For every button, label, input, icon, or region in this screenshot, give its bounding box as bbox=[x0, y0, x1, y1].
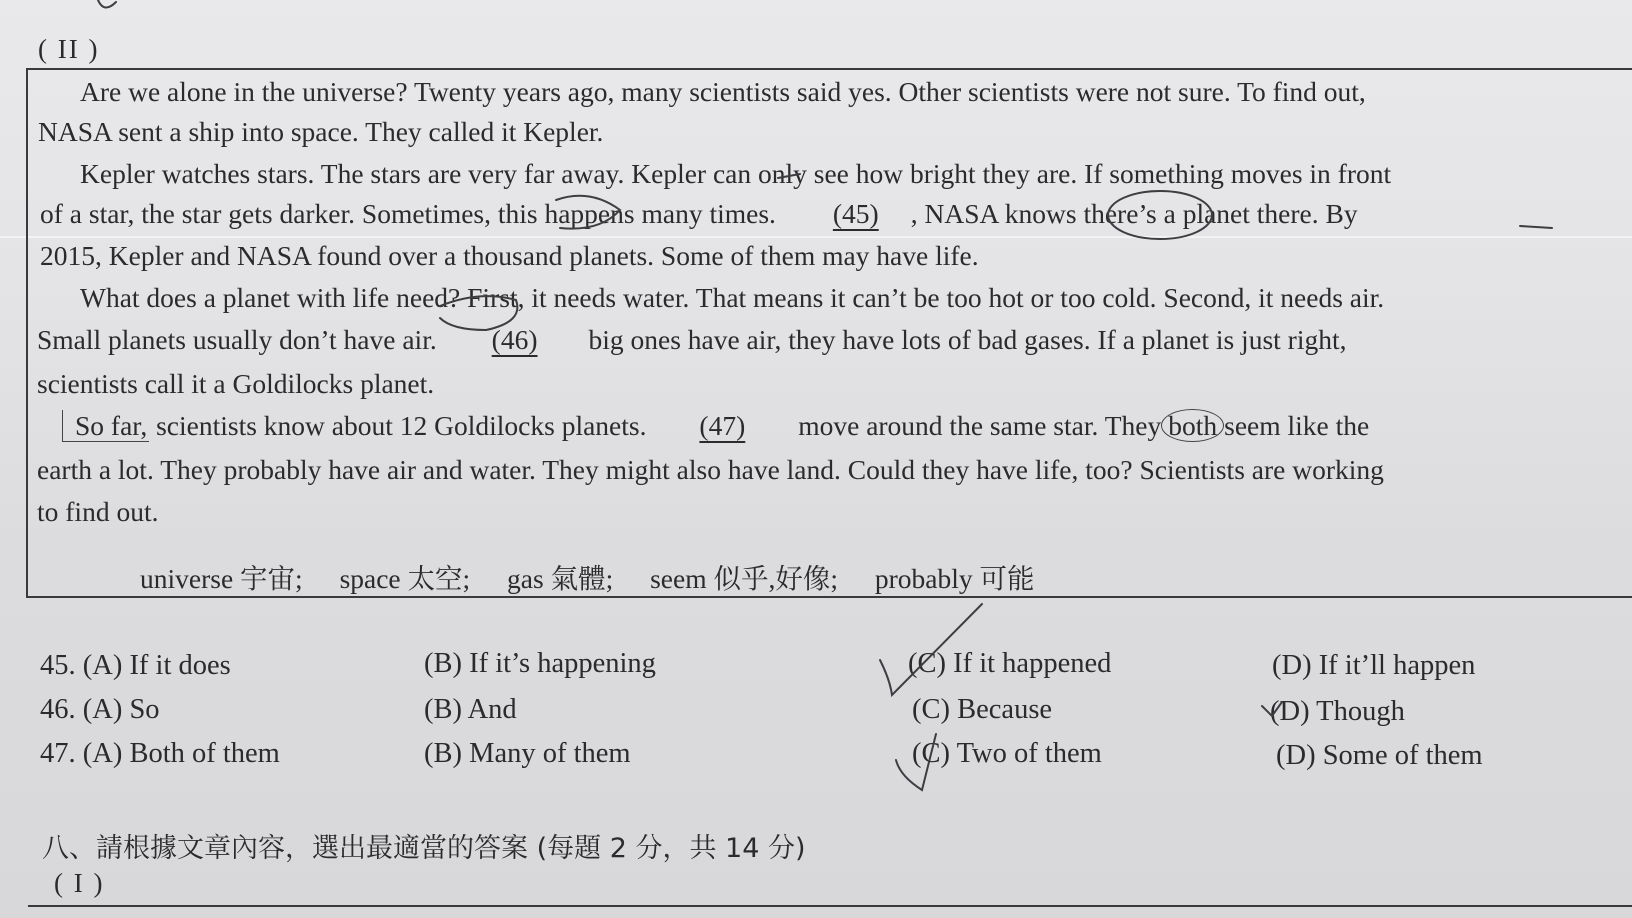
passage-line-5: 2015, Kepler and NASA found over a thousand planets. Some of them may have life. bbox=[40, 240, 979, 271]
blank-46: (46) bbox=[491, 324, 538, 355]
option-a[interactable]: (A) If it does bbox=[82, 650, 231, 681]
both-circled: both bbox=[1161, 409, 1224, 442]
question-number: 46. bbox=[40, 694, 76, 725]
blank-45: (45) bbox=[832, 198, 879, 229]
part-8-heading: 八、請根據文章內容，選出最適當的答案 (每題 2 分，共 14 分) bbox=[42, 833, 806, 864]
passage-line-10: earth a lot. They probably have air and water. They might also have land. Could they have life, too? Scientists are working bbox=[37, 454, 1384, 485]
subsection-label: ( I ) bbox=[54, 868, 105, 898]
question-number: 47. bbox=[40, 738, 76, 769]
vocab-universe: universe 宇宙; bbox=[140, 563, 303, 594]
vocab-gas: gas 氣體; bbox=[507, 563, 614, 594]
passage-line-4-text: of a star, the star gets darker. Sometimes, this happens many times. bbox=[40, 198, 776, 229]
vocab-space: space 太空; bbox=[339, 563, 471, 594]
question-number: 45. bbox=[40, 650, 76, 681]
passage-line-3: Kepler watches stars. The stars are very far away. Kepler can only see how bright they are. If something moves in front bbox=[80, 158, 1392, 189]
circle-need bbox=[440, 296, 517, 330]
q45-option-c[interactable]: (C) If it happened bbox=[908, 648, 1112, 679]
q47-option-d[interactable]: (D) Some of them bbox=[1276, 740, 1483, 771]
q45-option-d[interactable]: (D) If it’ll happen bbox=[1272, 650, 1476, 681]
q47-option-b[interactable]: (B) Many of them bbox=[424, 738, 631, 769]
passage-line-9-text: scientists know about 12 Goldilocks planets. bbox=[156, 410, 647, 441]
option-a[interactable]: (A) So bbox=[82, 694, 160, 725]
vocab-seem: seem 似乎,好像; bbox=[650, 563, 838, 594]
passage-line-4-tail: , NASA knows there’s a planet there. By bbox=[910, 198, 1358, 229]
q46-option-c[interactable]: (C) Because bbox=[912, 694, 1053, 725]
underline-by bbox=[1520, 226, 1552, 228]
section-label: ( II ) bbox=[38, 34, 100, 64]
circle-knows bbox=[1108, 191, 1212, 239]
passage-line-11: to find out. bbox=[37, 496, 159, 527]
q46-option-d[interactable]: (D) Though bbox=[1270, 696, 1405, 727]
passage-line-2: NASA sent a ship into space. They called it Kepler. bbox=[38, 116, 604, 147]
blank-47: (47) bbox=[699, 410, 746, 441]
passage-line-1: Are we alone in the universe? Twenty years ago, many scientists said yes. Other scientists were not sure. To find out, bbox=[80, 76, 1366, 107]
passage-line-8: scientists call it a Goldilocks planet. bbox=[37, 368, 435, 399]
pen-scribble-top bbox=[98, 0, 116, 8]
option-a[interactable]: (A) Both of them bbox=[82, 738, 280, 769]
passage-line-9-tail: seem like the bbox=[1224, 410, 1370, 441]
passage-line-7-text: Small planets usually don’t have air. bbox=[37, 324, 437, 355]
check-mark-47c bbox=[896, 734, 936, 790]
q47-option-c[interactable]: (C) Two of them bbox=[912, 738, 1102, 769]
passage-line-6: What does a planet with life need? First, it needs water. That means it can’t be too hot or too cold. Second, it needs air. bbox=[80, 282, 1385, 313]
vocab-probably: probably 可能 bbox=[874, 563, 1035, 594]
check-mark-46d bbox=[1262, 702, 1282, 716]
so-far-marked: So far, bbox=[62, 410, 149, 442]
check-mark-45c bbox=[880, 604, 982, 695]
q45-option-b[interactable]: (B) If it’s happening bbox=[424, 648, 656, 679]
passage-line-7-tail: big ones have air, they have lots of bad gases. If a planet is just right, bbox=[588, 324, 1347, 355]
q46-option-b[interactable]: (B) And bbox=[424, 694, 517, 725]
passage-line-9-mid: move around the same star. They bbox=[798, 410, 1162, 441]
circle-this bbox=[556, 196, 620, 229]
pen-tick-kepler bbox=[778, 174, 800, 178]
